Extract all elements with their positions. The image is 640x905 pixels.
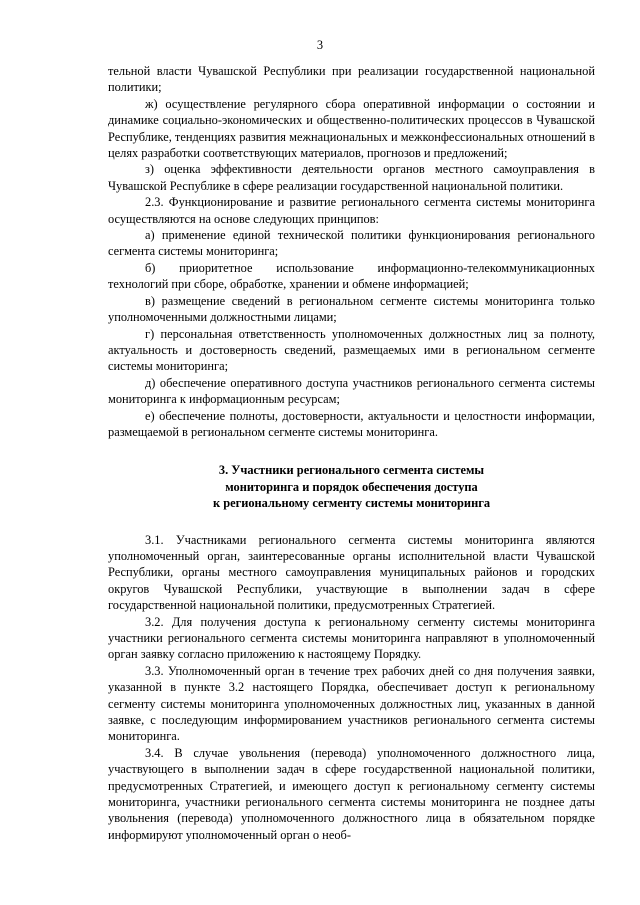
paragraph-item-a: а) применение единой технической политики функционирования регионального сегмента системы мониторинга; [108,228,595,259]
paragraph-3-4: 3.4. В случае увольнения (перевода) уполномоченного должностного лица, участвующего в выполнении задач в сфере государственной национальной политики, предусмотренных Стратегией, и имеющего доступ к региональному сегменту системы мониторинга, участники регионального сегмента системы мониторинга не позднее даты увольнения (перевода) уполномоченного должностного лица в обязательном порядке информируют уполномоченный орган о необ- [108,745,595,842]
paragraph-item-zh: ж) осуществление регулярного сбора оперативной информации о состоянии и динамике социально-экономических и общественно-политических процессов в Чувашской Республике, тенденциях развития межнациональных и межконфессиональных отношений в целях разработки соответствующих материалов, прогнозов и предложений; [108,96,595,161]
paragraph-item-d: д) обеспечение оперативного доступа участников регионального сегмента системы мониторинга к информационным ресурсам; [108,375,595,407]
paragraph-item-g: г) персональная ответственность уполномоченных должностных лиц за полноту, актуальность и достоверность сведений, размещаемых ими в региональном сегменте системы мониторинга; [108,326,595,374]
paragraph-3-3: 3.3. Уполномоченный орган в течение трех рабочих дней со дня получения заявки, указанной в пункте 3.2 настоящего Порядка, обеспечивает доступ к региональному сегменту системы мониторинга уполномоченных должностных лиц, указанных в данной заявке, с последующим информированием участников регионального сегмента системы мониторинга. [108,663,595,744]
paragraph-item-b: б) приоритетное использование информационно-телекоммуникационных технологий при сборе, обработке, хранении и обмене информацией; [108,260,595,292]
section-heading-line: к региональному сегменту системы мониторинга [212,496,491,511]
paragraph-item-v: в) размещение сведений в региональном сегменте системы мониторинга только уполномоченными должностными лицами; [108,293,595,325]
paragraph-item-e: е) обеспечение полноты, достоверности, актуальности и целостности информации, размещаемой в региональном сегменте системы мониторинга. [108,408,595,439]
paragraph-item-z: з) оценка эффективности деятельности органов местного самоуправления в Чувашской Республике в сфере реализации государственной национальной политики. [108,162,595,193]
paragraph-2-3: 2.3. Функционирование и развитие регионального сегмента системы мониторинга осуществляются на основе следующих принципов: [108,195,595,226]
paragraph-3-2: 3.2. Для получения доступа к региональному сегменту системы мониторинга участники регионального сегмента системы мониторинга направляют в уполномоченный орган заявку согласно приложению к настоящему Порядку. [108,614,595,662]
document-body [108,63,595,843]
page-number: 3 [316,38,324,52]
intro-paragraphs [108,63,595,440]
paragraph-continuation: тельной власти Чувашской Республики при реализации государственной национальной политики; [108,64,595,95]
section-heading-line: мониторинга и порядок обеспечения доступа [225,479,478,494]
section-paragraphs [108,532,595,844]
section-heading-line: 3. Участники регионального сегмента системы [218,463,485,478]
section-heading [108,462,595,511]
paragraph-3-1: 3.1. Участниками регионального сегмента системы мониторинга являются уполномоченный орган, заинтересованные органы исполнительной власти Чувашской Республики, органы местного самоуправления муниципальных районов и городских округов Чувашской Республики, участвующие в выполнении задач в сфере государственной национальной политики, предусмотренных Стратегией. [108,532,595,613]
